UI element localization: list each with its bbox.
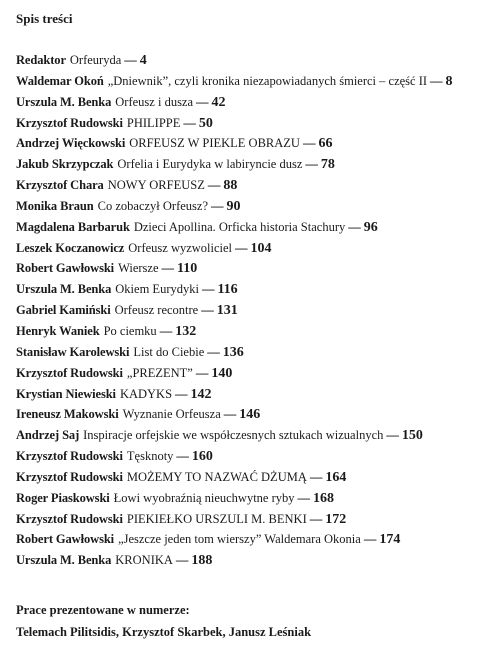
toc-entry bbox=[16, 384, 495, 405]
toc-entry-title: Dzieci Apollina. Orficka historia Stachury bbox=[133, 219, 346, 234]
toc-entry-page-number: 66 bbox=[318, 136, 333, 152]
toc-entry-title: ORFEUSZ W PIEKLE OBRAZU bbox=[129, 136, 300, 151]
toc-entry-title: Okiem Eurydyki bbox=[115, 282, 199, 297]
toc-entry-dash: — bbox=[159, 323, 173, 338]
toc-entry-dash: — bbox=[309, 511, 323, 526]
toc-entry-page-number: 131 bbox=[216, 303, 238, 319]
toc-entry-page-number: 168 bbox=[313, 490, 335, 506]
toc-entry-dash: — bbox=[183, 115, 196, 130]
toc-entry bbox=[16, 425, 495, 446]
toc-entry-author: Ireneusz Makowski bbox=[16, 407, 119, 422]
toc-entry-title: Orfeusz recontre bbox=[114, 303, 199, 318]
toc-entry-title: Orfelia i Eurydyka w labiryncie dusz bbox=[117, 157, 303, 172]
toc-list bbox=[16, 50, 495, 571]
toc-entry-dash: — bbox=[175, 553, 189, 568]
toc-entry-title: Orfeuryda bbox=[69, 53, 122, 67]
toc-entry bbox=[16, 175, 495, 196]
toc-entry bbox=[16, 404, 495, 425]
toc-entry-author: Roger Piaskowski bbox=[16, 490, 110, 505]
toc-entry bbox=[16, 71, 495, 92]
toc-entry-page-number: 160 bbox=[191, 449, 213, 465]
toc-entry-dash: — bbox=[124, 53, 137, 67]
toc-entry-title: PHILIPPE bbox=[126, 115, 181, 130]
toc-entry-author: Monika Braun bbox=[16, 198, 94, 213]
toc-entry-dash: — bbox=[201, 303, 214, 318]
toc-entry bbox=[16, 113, 495, 134]
toc-entry-title: PIEKIEŁKO URSZULI M. BENKI bbox=[126, 511, 307, 526]
toc-entry-page-number: 78 bbox=[320, 157, 335, 173]
toc-entry-title: KRONIKA bbox=[115, 553, 173, 568]
toc-entry-title: Tęsknoty bbox=[126, 449, 174, 464]
toc-entry-title: MOŻEMY TO NAZWAĆ DŻUMĄ bbox=[126, 469, 307, 484]
toc-entry-title: Wyznanie Orfeusza bbox=[122, 407, 221, 422]
toc-entry-author: Urszula M. Benka bbox=[16, 553, 112, 568]
presented-works-label: Prace prezentowane w numerze: bbox=[16, 603, 190, 617]
toc-entry-author: Andrzej Saj bbox=[16, 428, 80, 443]
toc-entry-dash: — bbox=[305, 157, 318, 172]
toc-entry-page-number: 8 bbox=[445, 73, 453, 89]
toc-entry-title: Orfeusz i dusza bbox=[115, 94, 194, 109]
toc-entry-title: Łowi wyobraźnią nieuchwytne ryby bbox=[113, 490, 295, 505]
toc-entry-page-number: 132 bbox=[175, 323, 197, 339]
toc-entry-page-number: 96 bbox=[363, 219, 378, 235]
toc-entry-page-number: 136 bbox=[222, 344, 244, 360]
toc-entry-author: Robert Gawłowski bbox=[16, 532, 115, 547]
toc-entry-title: Orfeusz wyzwoliciel bbox=[128, 240, 233, 255]
toc-entry-dash: — bbox=[309, 469, 323, 484]
toc-entry bbox=[16, 238, 495, 259]
toc-entry-dash: — bbox=[175, 386, 188, 401]
toc-entry bbox=[16, 133, 495, 154]
toc-entry-title: Co zobaczył Orfeusz? bbox=[97, 198, 209, 213]
toc-entry-author: Jakub Skrzypczak bbox=[16, 157, 114, 172]
toc-entry bbox=[16, 321, 495, 342]
toc-entry-dash: — bbox=[235, 240, 248, 255]
toc-entry-page-number: 104 bbox=[250, 240, 272, 256]
toc-entry-author: Urszula M. Benka bbox=[16, 282, 112, 297]
toc-entry-page-number: 164 bbox=[325, 469, 347, 485]
toc-entry bbox=[16, 509, 495, 530]
toc-entry-title: List do Ciebie bbox=[133, 344, 205, 359]
toc-entry bbox=[16, 488, 495, 509]
toc-entry-dash: — bbox=[207, 344, 220, 359]
toc-entry-page-number: 146 bbox=[239, 407, 261, 423]
toc-entry bbox=[16, 467, 495, 488]
toc-entry-dash: — bbox=[386, 428, 399, 443]
contributors-list: Telemach Pilitsidis, Krzysztof Skarbek, Janusz Leśniak bbox=[16, 625, 312, 639]
toc-entry-dash: — bbox=[195, 365, 209, 380]
toc-entry-page-number: 42 bbox=[211, 94, 226, 110]
toc-entry-dash: — bbox=[211, 198, 224, 213]
toc-entry-author: Krzysztof Rudowski bbox=[16, 449, 123, 464]
toc-entry bbox=[16, 279, 495, 300]
toc-entry-title: „Dniewnik”, czyli kronika niezapowiadanych śmierci – część II bbox=[107, 73, 428, 88]
toc-entry-author: Krzysztof Rudowski bbox=[16, 365, 123, 380]
toc-entry-author: Stanisław Karolewski bbox=[16, 344, 130, 359]
toc-entry-dash: — bbox=[201, 282, 215, 297]
toc-entry bbox=[16, 550, 495, 571]
toc-entry-author: Robert Gawłowski bbox=[16, 261, 115, 276]
toc-entry-author: Leszek Koczanowicz bbox=[16, 240, 125, 255]
toc-entry-dash: — bbox=[161, 261, 175, 276]
toc-entry-page-number: 88 bbox=[223, 178, 238, 194]
toc-entry-page-number: 150 bbox=[401, 428, 423, 444]
toc-entry-page-number: 116 bbox=[217, 282, 238, 298]
toc-entry bbox=[16, 217, 495, 238]
toc-entry bbox=[16, 258, 495, 279]
toc-entry-title: Wiersze bbox=[118, 261, 159, 276]
toc-entry-author: Urszula M. Benka bbox=[16, 94, 112, 109]
toc-entry-page-number: 142 bbox=[190, 386, 212, 402]
toc-entry-title: Po ciemku bbox=[103, 323, 157, 338]
toc-entry-dash: — bbox=[302, 136, 316, 151]
toc-entry-page-number: 4 bbox=[139, 53, 147, 68]
toc-entry-dash: — bbox=[430, 73, 443, 88]
page-title: Spis treści bbox=[16, 11, 73, 26]
toc-entry-page-number: 172 bbox=[325, 511, 347, 527]
toc-entry-author: Henryk Waniek bbox=[16, 323, 100, 338]
toc-entry bbox=[16, 50, 495, 71]
toc-entry-dash: — bbox=[176, 449, 189, 464]
toc-entry bbox=[16, 446, 495, 467]
toc-entry-author: Andrzej Więckowski bbox=[16, 136, 126, 151]
toc-entry-dash: — bbox=[297, 490, 311, 505]
toc-entry-dash: — bbox=[223, 407, 237, 422]
toc-entry-dash: — bbox=[196, 94, 209, 109]
toc-entry-page-number: 174 bbox=[379, 532, 401, 548]
toc-entry-page-number: 140 bbox=[211, 365, 233, 381]
toc-entry bbox=[16, 92, 495, 113]
toc-entry-author: Krzysztof Chara bbox=[16, 178, 104, 193]
toc-entry-page-number: 188 bbox=[191, 553, 213, 569]
toc-entry-author: Gabriel Kamiński bbox=[16, 303, 111, 318]
toc-entry-title: Inspiracje orfejskie we współczesnych sztukach wizualnych bbox=[83, 428, 384, 443]
toc-entry-author: Redaktor bbox=[16, 53, 66, 67]
toc-entry bbox=[16, 196, 495, 217]
toc-entry bbox=[16, 300, 495, 321]
toc-entry bbox=[16, 363, 495, 384]
toc-entry-page-number: 50 bbox=[198, 115, 213, 131]
toc-entry-author: Krystian Niewieski bbox=[16, 386, 116, 401]
toc-entry-title: NOWY ORFEUSZ bbox=[107, 178, 205, 193]
toc-entry-page-number: 110 bbox=[177, 261, 198, 277]
toc-entry-page-number: 90 bbox=[226, 198, 241, 214]
toc-entry-author: Magdalena Barbaruk bbox=[16, 219, 130, 234]
toc-entry-title: „PREZENT” bbox=[126, 365, 193, 380]
toc-entry-author: Krzysztof Rudowski bbox=[16, 469, 123, 484]
toc-entry-dash: — bbox=[207, 178, 221, 193]
toc-entry-author: Krzysztof Rudowski bbox=[16, 115, 123, 130]
toc-entry bbox=[16, 342, 495, 363]
toc-entry-title: „Jeszcze jeden tom wierszy” Waldemara Okonia bbox=[118, 532, 361, 547]
toc-entry-author: Waldemar Okoń bbox=[16, 73, 104, 88]
toc-entry-dash: — bbox=[363, 532, 377, 547]
toc-entry bbox=[16, 529, 495, 550]
toc-entry-dash: — bbox=[348, 219, 361, 234]
toc-entry-author: Krzysztof Rudowski bbox=[16, 511, 123, 526]
toc-entry-title: KADYKS bbox=[119, 386, 173, 401]
toc-entry bbox=[16, 154, 495, 175]
